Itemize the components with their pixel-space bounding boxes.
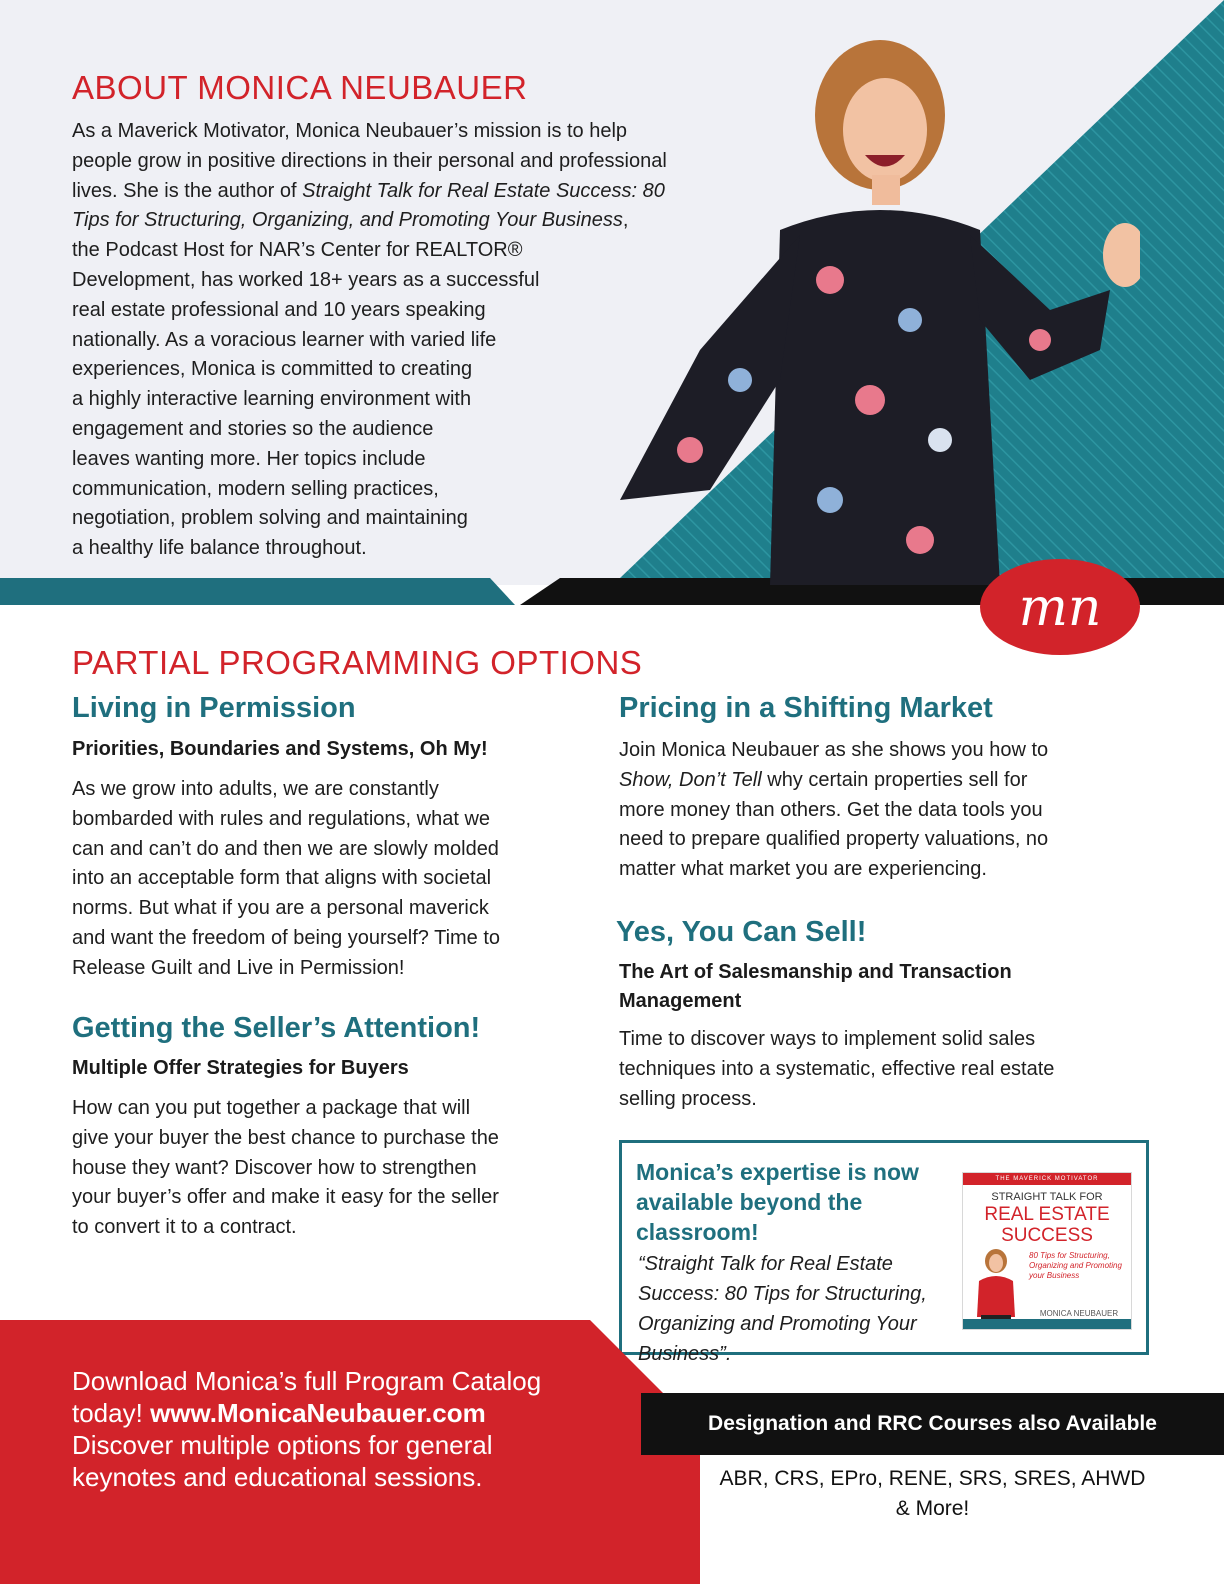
- pricing-line: Join Monica Neubauer as she shows you how to: [619, 739, 1049, 761]
- book-cover-portrait: [967, 1247, 1025, 1329]
- book-cover-author: MONICA NEUBAUER: [1039, 1309, 1119, 1318]
- cta-line: Download Monica’s full Program Catalog: [72, 1366, 542, 1396]
- seller-heading: Getting the Seller’s Attention!: [72, 1012, 481, 1044]
- cta-line: keynotes and educational sessions.: [72, 1462, 483, 1492]
- catalog-cta: [72, 1365, 632, 1493]
- pricing-line: need to prepare qualified property valuations, no: [619, 828, 1049, 851]
- about-line: nationally. As a voracious learner with varied life: [72, 328, 497, 351]
- living-line: and want the freedom of being yourself? Time to: [72, 926, 501, 949]
- pricing-line: matter what market you are experiencing.: [619, 858, 987, 881]
- pricing-line: more money than others. Get the data tools you: [619, 798, 1043, 821]
- seller-tagline: Multiple Offer Strategies for Buyers: [72, 1057, 409, 1079]
- designation-bar: Designation and RRC Courses also Available: [641, 1393, 1224, 1455]
- programming-title: PARTIAL PROGRAMMING OPTIONS: [72, 644, 643, 681]
- designation-line: & More!: [895, 1497, 970, 1520]
- living-line: As we grow into adults, we are constantly: [72, 778, 439, 800]
- living-tagline: Priorities, Boundaries and Systems, Oh My!: [72, 738, 488, 760]
- living-body: [72, 775, 592, 984]
- pricing-heading: Pricing in a Shifting Market: [619, 692, 993, 724]
- seller-line: give your buyer the best chance to purchase the: [72, 1126, 499, 1149]
- about-line: the Podcast Host for NAR’s Center for REALTOR®: [72, 239, 523, 262]
- living-line: can and can’t do and then we are slowly molded: [72, 837, 499, 860]
- living-line: bombarded with rules and regulations, what we: [72, 807, 491, 830]
- book-promo-headline: Monica’s expertise is now available beyond the classroom!: [636, 1159, 919, 1245]
- book-cover-bar: [963, 1319, 1131, 1329]
- about-line: experiences, Monica is committed to creating: [72, 358, 473, 381]
- book-cover-image: [962, 1172, 1132, 1330]
- living-line: into an acceptable form that aligns with societal: [72, 867, 492, 890]
- seller-line: to convert it to a contract.: [72, 1216, 297, 1239]
- book-cover-line2: REAL ESTATE SUCCESS: [984, 1204, 1110, 1246]
- sell-tagline: The Art of Salesmanship and Transaction Management: [619, 961, 1012, 1012]
- about-line: As a Maverick Motivator, Monica Neubauer’s mission is to help: [72, 120, 628, 142]
- about-line: people grow in positive directions in their personal and professional: [72, 149, 667, 172]
- sell-heading: Yes, You Can Sell!: [616, 916, 867, 948]
- pricing-body: [619, 736, 1159, 885]
- about-line: leaves wanting more. Her topics include: [72, 447, 426, 470]
- seller-line: How can you put together a package that will: [72, 1097, 471, 1119]
- about-title: ABOUT MONICA NEUBAUER: [72, 69, 528, 106]
- about-line: real estate professional and 10 years speaking: [72, 298, 486, 321]
- mn-logo: [976, 555, 1144, 660]
- svg-text:mn: mn: [1018, 578, 1102, 638]
- about-line: negotiation, problem solving and maintaining: [72, 507, 468, 530]
- about-line: engagement and stories so the audience: [72, 417, 434, 440]
- about-line: a highly interactive learning environment with: [72, 388, 472, 411]
- website-link[interactable]: www.MonicaNeubauer.com: [150, 1398, 486, 1428]
- book-cover-subtitle: 80 Tips for Structuring, Organizing and Promoting your Business: [1029, 1251, 1122, 1280]
- book-cover-line1: STRAIGHT TALK FOR: [991, 1191, 1103, 1203]
- designation-list: [641, 1464, 1224, 1524]
- sell-line: Time to discover ways to implement solid sales: [619, 1028, 1036, 1050]
- cta-line: Discover multiple options for general: [72, 1430, 493, 1460]
- pricing-line: Show, Don’t Tell why certain properties sell for: [619, 768, 1028, 791]
- about-line: Tips for Structuring, Organizing, and Promoting Your Business,: [72, 209, 629, 232]
- about-line: Development, has worked 18+ years as a successful: [72, 268, 540, 291]
- designation-line: ABR, CRS, EPro, RENE, SRS, SRES, AHWD: [719, 1467, 1146, 1490]
- sell-line: selling process.: [619, 1087, 757, 1110]
- sell-body: [619, 1025, 1159, 1114]
- seller-body: [72, 1094, 592, 1243]
- seller-line: house they want? Discover how to strengthen: [72, 1156, 477, 1179]
- seller-line: your buyer’s offer and make it easy for the seller: [72, 1186, 499, 1209]
- book-promo-title: “Straight Talk for Real Estate Success: 80 Tips for Structuring, Organizing and Promoting Your Business”.: [638, 1253, 927, 1365]
- about-line: lives. She is the author of Straight Talk for Real Estate Success: 80: [72, 179, 665, 202]
- book-cover-series: THE MAVERICK MOTIVATOR: [963, 1173, 1131, 1185]
- about-line: a healthy life balance throughout.: [72, 537, 367, 560]
- sell-line: techniques into a systematic, effective real estate: [619, 1057, 1055, 1080]
- cta-line: today! www.MonicaNeubauer.com: [72, 1398, 486, 1428]
- living-line: norms. But what if you are a personal maverick: [72, 897, 489, 920]
- living-heading: Living in Permission: [72, 692, 356, 724]
- portrait-photo: [580, 20, 1140, 585]
- about-line: communication, modern selling practices,: [72, 477, 439, 500]
- living-line: Release Guilt and Live in Permission!: [72, 956, 405, 979]
